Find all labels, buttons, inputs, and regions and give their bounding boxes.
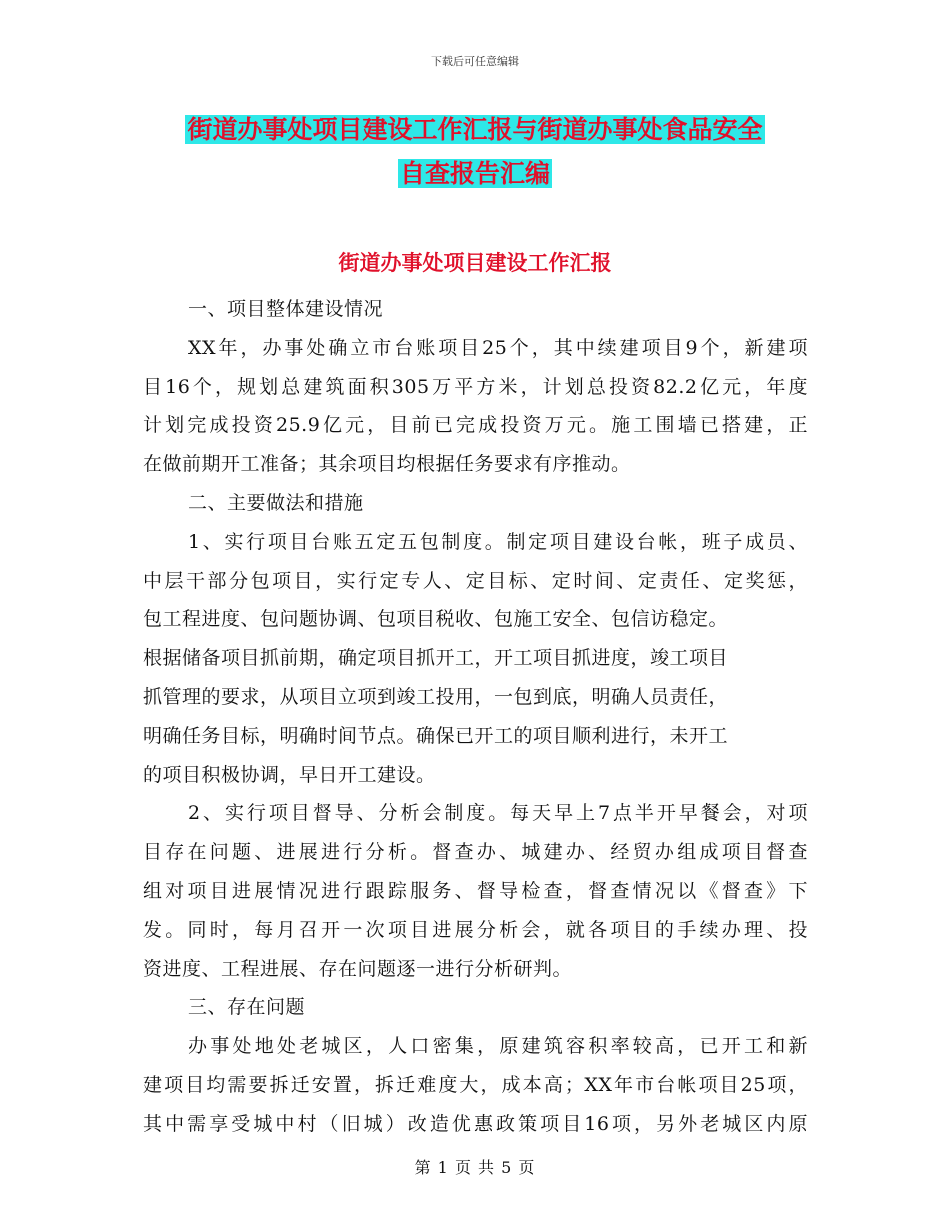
body-text-line: 其中需享受城中村（旧城）改造优惠政策项目16项，另外老城区内原 <box>143 1112 808 1135</box>
body-text-line: 发。同时，每月召开一次项目进展分析会，就各项目的手续办理、投 <box>143 918 808 941</box>
body-text-line: 中层干部分包项目，实行定专人、定目标、定时间、定责任、定奖惩， <box>143 569 808 592</box>
body-text-line: 在做前期开工准备；其余项目均根据任务要求有序推动。 <box>143 453 631 476</box>
body-text-line: 目存在问题、进展进行分析。督查办、城建办、经贸办组成项目督查 <box>143 841 808 864</box>
body-text-line: 建项目均需要拆迁安置，拆迁难度大，成本高；XX年市台帐项目25项， <box>143 1073 808 1096</box>
title-highlight-2: 自查报告汇编 <box>399 159 550 188</box>
page-footer: 第 1 页 共 5 页 <box>414 1158 536 1177</box>
body-text-line: 根据储备项目抓前期，确定项目抓开工，开工项目抓进度，竣工项目 <box>143 647 729 670</box>
page-header-note: 下载后可任意编辑 <box>431 55 519 68</box>
body-text-line: 一、项目整体建设情况 <box>188 298 384 320</box>
body-text-line: 办事处地处老城区，人口密集，原建筑容积率较高，已开工和新 <box>188 1035 808 1058</box>
body-text-line: 资进度、工程进展、存在问题逐一进行分析研判。 <box>143 957 573 980</box>
body-text-line: 明确任务目标，明确时间节点。确保已开工的项目顺利进行，未开工 <box>143 724 729 747</box>
body-text-line: XX年，办事处确立市台账项目25个，其中续建项目9个，新建项 <box>188 336 808 359</box>
document-title-line-2 <box>0 157 950 191</box>
body-text-line: 包工程进度、包问题协调、包项目税收、包施工安全、包信访稳定。 <box>143 608 729 631</box>
body-text-line: 抓管理的要求，从项目立项到竣工投用，一包到底，明确人员责任， <box>143 685 729 708</box>
document-title-line-1 <box>0 113 950 147</box>
body-text-line: 组对项目进展情况进行跟踪服务、督导检查，督查情况以《督查》下 <box>143 879 808 902</box>
body-text-line: 目16个，规划总建筑面积305万平方米，计划总投资82.2亿元，年度 <box>143 375 808 398</box>
section-title: 街道办事处项目建设工作汇报 <box>338 250 612 275</box>
body-text-line: 的项目积极协调，早日开工建设。 <box>143 763 436 786</box>
body-text-line: 三、存在问题 <box>188 996 306 1019</box>
body-text-line: 二、主要做法和措施 <box>188 491 364 514</box>
body-text-line: 计划完成投资25.9亿元，目前已完成投资万元。施工围墙已搭建，正 <box>143 414 808 437</box>
document-body <box>143 290 808 1144</box>
body-text-line: 2、实行项目督导、分析会制度。每天早上7点半开早餐会，对项 <box>188 802 808 825</box>
title-highlight-1: 街道办事处项目建设工作汇报与街道办事处食品安全 <box>187 115 763 144</box>
body-text-line: 1、实行项目台账五定五包制度。制定项目建设台帐，班子成员、 <box>188 530 808 553</box>
